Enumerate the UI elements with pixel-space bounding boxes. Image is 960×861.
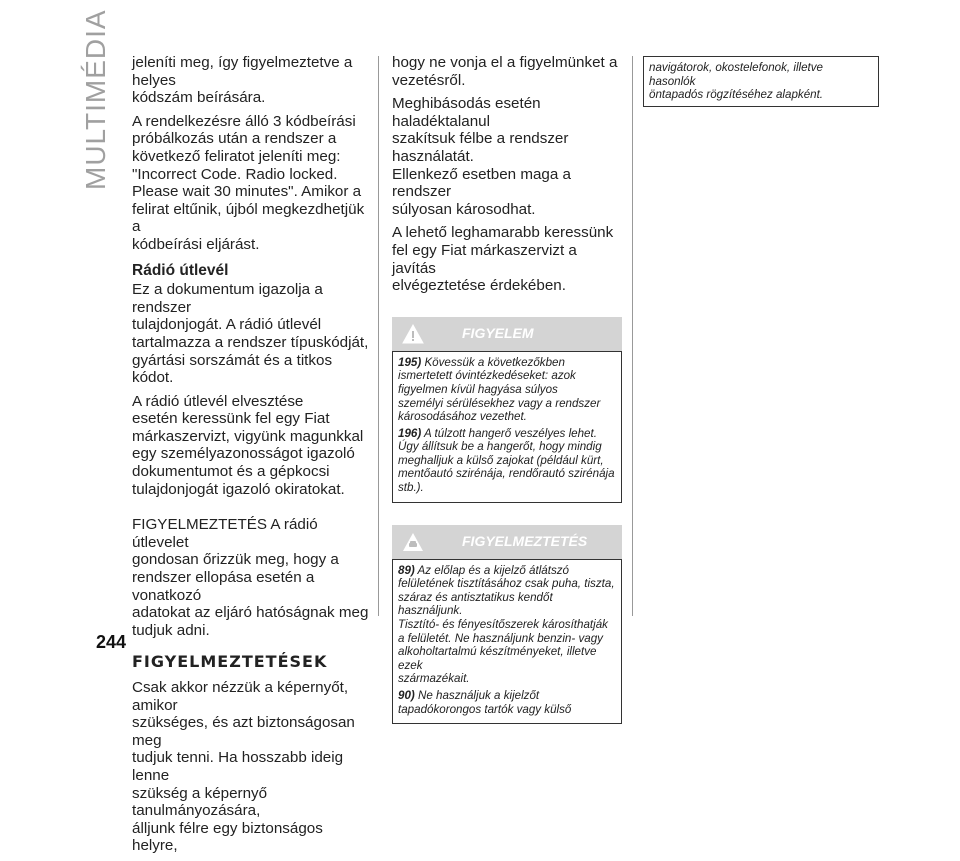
paragraph: Csak akkor nézzük a képernyőt, amikor szükséges, és azt biztonságosan meg tudjuk tenni. Ha hosszabb ideig lenne szükség a képernyő tanulmányozására, álljunk félre egy biztonságos helyre, [132, 679, 355, 855]
caution-box [392, 559, 622, 725]
warning-item-text: Kövessük a következőkben ismertetett óvintézkedéseket: azok figyelmen kívül hagyása súlyos személyi sérülésekhez vagy a rendszer károsodásához vezethet. [398, 355, 601, 424]
column-divider-1 [378, 56, 379, 616]
warning-box [392, 351, 622, 503]
car-caution-icon [402, 531, 424, 553]
warning-item [398, 427, 615, 495]
caution-item [398, 564, 615, 686]
section-side-tab-label: MULTIMÉDIA [80, 9, 111, 190]
column-3 [643, 56, 879, 107]
caution-item [398, 689, 615, 716]
warning-item-number: 195) [398, 355, 422, 369]
paragraph: A rádió útlevél elvesztése esetén keressünk fel egy Fiat márkaszervizt, vigyünk magunkkal egy személyazonosságot igazoló dokumentumot és a gépkocsi tulajdonjogát igazoló okiratokat. [132, 392, 364, 498]
warning-banner-title: FIGYELEM [462, 324, 534, 341]
column-1 [132, 54, 372, 861]
warning-item-number: 196) [398, 426, 422, 440]
caution-continued-text: navigátorok, okostelefonok, illetve hasonlók öntapadós rögzítéséhez alapként. [649, 61, 824, 102]
column-divider-2 [632, 56, 633, 616]
column-2 [392, 54, 624, 724]
paragraph: A rendelkezésre álló 3 kódbeírási próbálkozás után a rendszer a következő feliratot jeleníti meg: "Incorrect Code. Radio locked. Please wait 30 minutes". Amikor a felirat eltűnik, újból megkezdhetjük a kódbeírási eljárást. [132, 112, 365, 253]
caution-item-text: Az előlap és a kijelző átlátszó felületének tisztításához csak puha, tiszta, száraz és antisztatikus kendőt használjunk. Tisztító- és fényesítőszerek károsíthatják a felületét. Ne használjunk benzin- vagy alkoholtartalmú készítményeket, illetve ezek származékait. [398, 563, 615, 686]
warning-item [398, 356, 615, 424]
caution-box-continued [643, 56, 879, 107]
warning-item-text: A túlzott hangerő veszélyes lehet. Úgy állítsuk be a hangerőt, hogy mindig meghalljuk a külső zajokat (például kürt, mentőautó szirénája, rendőrautó szirénája stb.). [398, 426, 615, 495]
caution-banner-title: FIGYELMEZTETÉS [462, 532, 588, 549]
section-heading-warnings: FIGYELMEZTETÉSEK [132, 652, 328, 672]
paragraph: Meghibásodás esetén haladéktalanul szakítsuk félbe a rendszer használatát. Ellenkező esetben maga a rendszer súlyosan károsodhat. [392, 95, 571, 218]
paragraph: A lehető leghamarabb keressünk fel egy Fiat márkaszervizt a javítás elvégeztetése érdekében. [392, 224, 614, 295]
warning-triangle-icon [402, 323, 424, 345]
warning-banner [392, 317, 622, 351]
paragraph: Ez a dokumentum igazolja a rendszer tulajdonjogát. A rádió útlevél tartalmazza a rendszer típuskódját, gyártási sorszámát és a titkos kódot. [132, 281, 369, 387]
paragraph: hogy ne vonja el a figyelmünket a vezetésről. [392, 54, 618, 89]
caution-banner [392, 525, 622, 559]
caution-item-number: 90) [398, 689, 415, 702]
section-side-tab [78, 9, 114, 190]
caution-item-number: 89) [398, 563, 415, 577]
page-number: 244 [96, 632, 127, 652]
caution-item-text: Ne használjuk a kijelzőt tapadókorongos tartók vagy külső [398, 689, 572, 716]
section-heading-radio-passport: Rádió útlevél [132, 261, 229, 279]
paragraph: FIGYELMEZTETÉS A rádió útlevelet gondosan őrizzük meg, hogy a rendszer ellopása esetén a vonatkozó adatokat az eljáró hatóságnak meg tudjuk adni. [132, 516, 369, 639]
paragraph: jeleníti meg, így figyelmeztetve a helyes kódszám beírására. [132, 54, 353, 107]
